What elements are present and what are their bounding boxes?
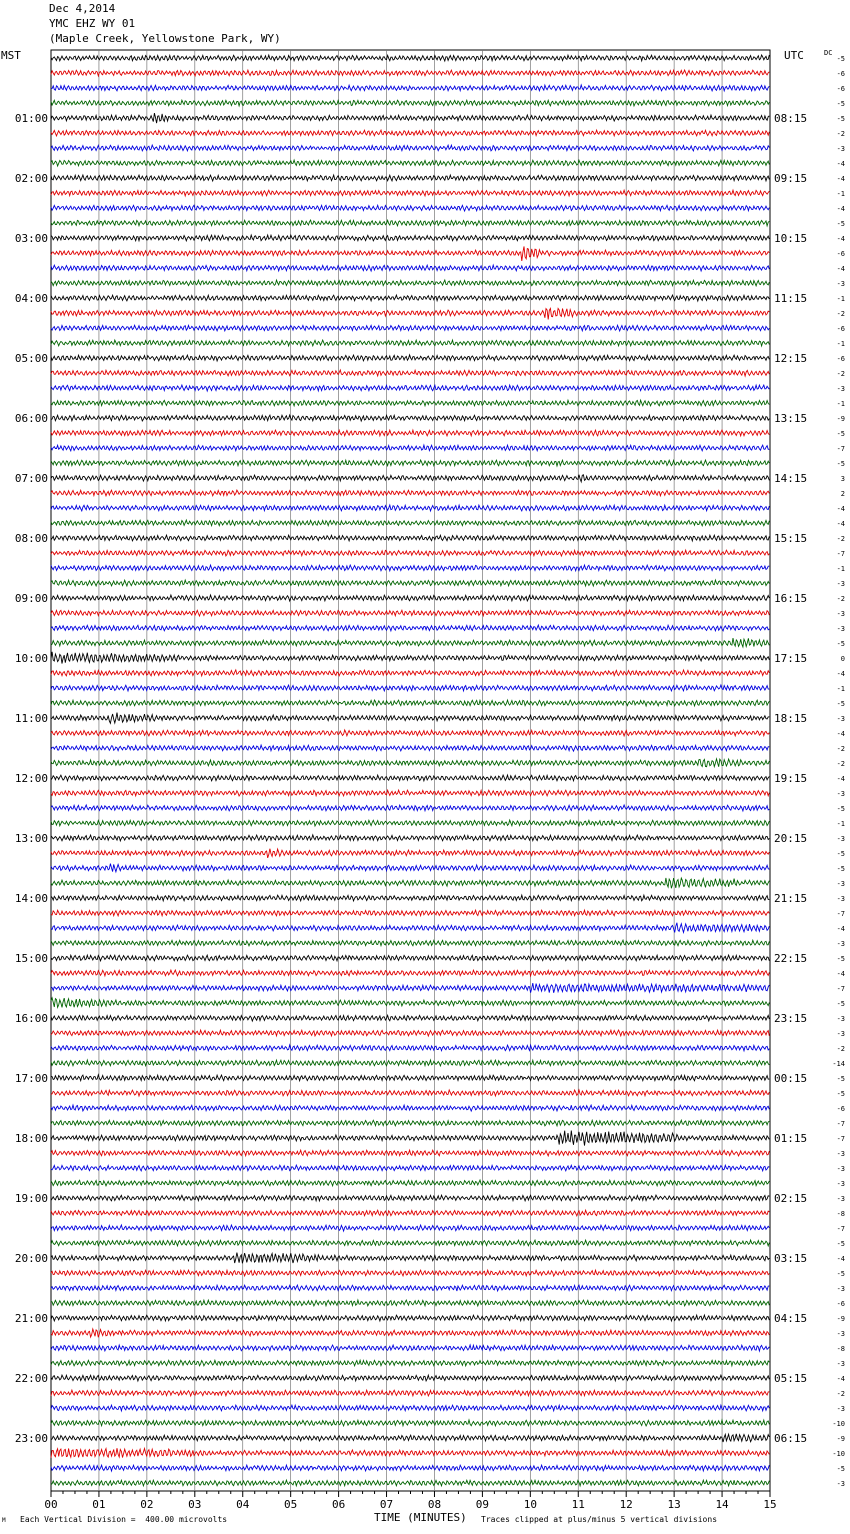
dc-offset-label: -4 [836,175,845,183]
right-hour-label: 11:15 [774,292,808,305]
dc-offset-label: -5 [836,850,845,858]
trace-row [51,246,769,261]
dc-offset-label: -4 [836,730,845,738]
trace-row [51,745,769,751]
trace-row [51,1075,769,1081]
dc-offset-label: -2 [836,745,845,753]
dc-offset-label: -4 [836,970,845,978]
dc-offset-label: -6 [836,250,845,258]
left-hour-label: 01:00 [14,112,48,125]
trace-row [51,1448,769,1458]
trace-row [51,580,769,586]
x-tick-label: 05 [284,1498,298,1511]
trace-row [51,55,769,61]
trace-row [51,430,769,436]
dc-offset-label: -5 [836,460,845,468]
trace-row [51,175,769,181]
trace-row [51,638,769,647]
dc-offset-label: -7 [836,1120,845,1128]
x-tick-label: 07 [379,1498,394,1511]
trace-row [51,1195,769,1201]
dc-offset-label: -5 [836,805,845,813]
x-tick-label: 14 [715,1498,729,1511]
dc-offset-label: -9 [836,1435,845,1443]
x-tick-label: 03 [188,1498,202,1511]
left-hour-label: 23:00 [14,1432,48,1445]
trace-row [51,1329,769,1337]
right-hour-label: 22:15 [774,952,808,965]
scale-note: Each Vertical Division = 400.00 microvolts [20,1515,228,1524]
right-hour-label: 04:15 [774,1312,808,1325]
trace-row [51,652,769,664]
trace-row [51,713,769,724]
trace-row [51,923,769,933]
dc-offset-label: -3 [836,1330,845,1338]
x-tick-label: 09 [475,1498,490,1511]
dc-offset-label: -2 [836,595,845,603]
trace-row [51,790,769,796]
dc-offset-label: -2 [836,1045,845,1053]
dc-offset-label: -3 [836,1180,845,1188]
corner-mark: M [2,1517,6,1524]
trace-row [51,955,769,961]
trace-row [51,1480,769,1486]
dc-offset-label: -7 [836,1135,845,1143]
trace-row [51,445,769,451]
dc-offset-label: -3 [836,1405,845,1413]
dc-offset-label: -2 [836,760,845,768]
dc-offset-label: -4 [836,925,845,933]
dc-offset-label: -7 [836,910,845,918]
trace-row [51,1434,769,1442]
dc-offset-label: -6 [836,1105,845,1113]
clip-note: Traces clipped at plus/minus 5 vertical divisions [481,1515,718,1524]
left-hour-label: 13:00 [14,832,48,845]
dc-offset-header: DC [824,49,833,57]
trace-row [51,505,769,511]
dc-offset-label: -14 [832,1060,845,1068]
right-hour-label: 14:15 [774,472,808,485]
right-hour-label: 05:15 [774,1372,808,1385]
dc-offset-label: -4 [836,505,845,513]
dc-offset-label: -4 [836,520,845,528]
trace-row [51,550,769,556]
trace-row [51,460,769,466]
trace-row [51,730,769,736]
trace-row [51,145,769,151]
trace-row [51,1345,769,1351]
trace-row [51,1045,769,1051]
right-hour-label: 13:15 [774,412,808,425]
dc-offset-label: -3 [836,280,845,288]
dc-offset-label: -5 [836,115,845,123]
dc-offset-label: -2 [836,535,845,543]
header-date: Dec 4,2014 [49,2,116,15]
dc-offset-label: -3 [836,1480,845,1488]
trace-row [51,325,769,331]
left-hour-label: 06:00 [14,412,48,425]
trace-row [51,1285,769,1291]
trace-row [51,1131,769,1146]
dc-offset-label: -4 [836,235,845,243]
trace-row [51,685,769,691]
trace-row [51,1210,769,1216]
trace-row [51,878,769,888]
left-hour-label: 18:00 [14,1132,48,1145]
dc-offset-label: -4 [836,265,845,273]
dc-offset-label: -3 [836,385,845,393]
dc-offset-label: -3 [836,1165,845,1173]
trace-row [51,295,769,301]
dc-offset-label: -9 [836,1315,845,1323]
trace-row [51,1465,769,1471]
left-hour-label: 15:00 [14,952,48,965]
trace-row [51,1030,769,1036]
trace-row [51,220,769,226]
x-tick-label: 01 [92,1498,106,1511]
x-tick-label: 15 [763,1498,777,1511]
dc-offset-label: -5 [836,1075,845,1083]
dc-offset-label: -3 [836,835,845,843]
trace-row [51,190,769,196]
dc-offset-label: -7 [836,550,845,558]
x-tick-label: 06 [331,1498,346,1511]
dc-offset-label: -3 [836,790,845,798]
trace-row [51,1105,769,1111]
x-axis-title: TIME (MINUTES) [374,1511,467,1524]
right-hour-label: 21:15 [774,892,808,905]
dc-offset-label: -3 [836,1195,845,1203]
left-hour-label: 17:00 [14,1072,48,1085]
trace-row [51,130,769,136]
x-tick-label: 04 [236,1498,250,1511]
trace-row [51,1270,769,1276]
trace-row [51,370,769,376]
trace-row [51,940,769,946]
x-tick-label: 02 [140,1498,154,1511]
left-hour-label: 02:00 [14,172,48,185]
dc-offset-label: 0 [840,655,845,663]
trace-row [51,670,769,676]
dc-offset-label: -4 [836,1375,845,1383]
x-tick-label: 12 [619,1498,633,1511]
dc-offset-label: -1 [836,400,845,408]
trace-row [51,160,769,166]
dc-offset-label: -4 [836,670,845,678]
dc-offset-label: -10 [832,1450,845,1458]
dc-offset-label: -5 [836,1000,845,1008]
dc-offset-label: -7 [836,445,845,453]
trace-row [51,775,769,781]
trace-row [51,1165,769,1171]
x-tick-label: 13 [667,1498,681,1511]
trace-row [51,1150,769,1156]
trace-row [51,1405,769,1411]
trace-row [51,610,769,616]
dc-offset-label: -2 [836,130,845,138]
dc-offset-label: -3 [836,625,845,633]
dc-offset-label: -2 [836,310,845,318]
dc-offset-label: -5 [836,1465,845,1473]
left-hour-label: 11:00 [14,712,48,725]
dc-offset-label: -3 [836,895,845,903]
header-station: YMC EHZ WY 01 [49,17,136,30]
dc-offset-label: -6 [836,355,845,363]
trace-row [51,849,769,858]
dc-offset-label: -5 [836,430,845,438]
left-hour-label: 12:00 [14,772,48,785]
trace-row [51,1090,769,1096]
dc-offset-label: 3 [840,475,845,483]
dc-offset-label: -6 [836,325,845,333]
trace-row [51,700,769,706]
dc-offset-label: -5 [836,220,845,228]
left-hour-label: 05:00 [14,352,48,365]
dc-offset-label: -1 [836,565,845,573]
trace-row [51,1225,769,1231]
dc-offset-label: -8 [836,1345,845,1353]
trace-row [51,835,769,841]
trace-row [51,1120,769,1126]
dc-offset-label: -1 [836,340,845,348]
x-tick-label: 11 [571,1498,585,1511]
trace-row [51,308,769,319]
trace-row [51,1240,769,1246]
trace-row [51,235,769,241]
dc-offset-label: -6 [836,1300,845,1308]
left-hour-label: 07:00 [14,472,48,485]
dc-offset-label: -3 [836,1150,845,1158]
dc-offset-label: -7 [836,985,845,993]
dc-offset-label: -5 [836,1270,845,1278]
dc-offset-label: -5 [836,1090,845,1098]
left-hour-label: 22:00 [14,1372,48,1385]
trace-row [51,820,769,826]
trace-row [51,1360,769,1366]
trace-row [51,759,769,767]
dc-offset-label: -9 [836,415,845,423]
right-hour-label: 23:15 [774,1012,808,1025]
left-hour-label: 16:00 [14,1012,48,1025]
right-hour-label: 01:15 [774,1132,808,1145]
right-hour-label: 03:15 [774,1252,808,1265]
trace-row [51,910,769,916]
trace-row [51,970,769,976]
trace-row [51,1300,769,1306]
dc-offset-label: -3 [836,145,845,153]
dc-offset-label: -1 [836,295,845,303]
dc-offset-label: -5 [836,640,845,648]
dc-offset-label: -10 [832,1420,845,1428]
trace-row [51,625,769,631]
trace-row [51,85,769,91]
trace-row [51,1315,769,1321]
trace-row [51,490,769,496]
trace-row [51,265,769,271]
trace-row [51,280,769,286]
right-hour-label: 09:15 [774,172,808,185]
dc-offset-label: -2 [836,1390,845,1398]
trace-row [51,385,769,391]
trace-row [51,1253,769,1264]
dc-offset-label: -1 [836,190,845,198]
right-hour-label: 12:15 [774,352,808,365]
right-hour-label: 18:15 [774,712,808,725]
dc-offset-label: -3 [836,1285,845,1293]
right-hour-label: 02:15 [774,1192,808,1205]
dc-offset-label: -3 [836,1360,845,1368]
dc-offset-label: -3 [836,940,845,948]
x-tick-label: 10 [523,1498,537,1511]
dc-offset-label: -5 [836,700,845,708]
left-hour-label: 08:00 [14,532,48,545]
trace-row [51,415,769,421]
trace-row [51,70,769,76]
trace-row [51,355,769,361]
trace-row [51,565,769,571]
trace-row [51,595,769,601]
right-hour-label: 17:15 [774,652,808,665]
right-hour-label: 19:15 [774,772,808,785]
dc-offset-label: -3 [836,1030,845,1038]
trace-row [51,1420,769,1426]
left-timezone-label: MST [1,49,21,62]
dc-offset-label: -5 [836,100,845,108]
dc-offset-label: -6 [836,85,845,93]
left-hour-label: 09:00 [14,592,48,605]
left-hour-label: 19:00 [14,1192,48,1205]
right-timezone-label: UTC [784,49,804,62]
dc-offset-label: -5 [836,865,845,873]
trace-row [51,100,769,106]
left-hour-label: 20:00 [14,1252,48,1265]
trace-row [51,535,769,541]
dc-offset-label: -3 [836,610,845,618]
trace-row [51,895,769,901]
right-hour-label: 20:15 [774,832,808,845]
dc-offset-label: -3 [836,715,845,723]
trace-row [51,113,769,123]
dc-offset-label: 2 [840,490,845,498]
dc-offset-label: -4 [836,160,845,168]
trace-row [51,1060,769,1066]
trace-row [51,805,769,811]
dc-offset-label: -3 [836,1015,845,1023]
header-location: (Maple Creek, Yellowstone Park, WY) [49,32,281,45]
dc-offset-label: -5 [836,55,845,63]
dc-offset-label: -4 [836,1255,845,1263]
trace-row [51,205,769,211]
dc-offset-label: -4 [836,205,845,213]
dc-offset-label: -3 [836,580,845,588]
left-hour-label: 10:00 [14,652,48,665]
trace-row [51,864,769,872]
left-hour-label: 21:00 [14,1312,48,1325]
trace-row [51,1390,769,1396]
right-hour-label: 16:15 [774,592,808,605]
trace-row [51,983,769,993]
dc-offset-label: -5 [836,1240,845,1248]
right-hour-label: 00:15 [774,1072,808,1085]
right-hour-label: 08:15 [774,112,808,125]
trace-row [51,1015,769,1021]
dc-offset-label: -6 [836,70,845,78]
dc-offset-label: -8 [836,1210,845,1218]
dc-offset-label: -4 [836,775,845,783]
trace-row [51,400,769,406]
trace-row [51,998,769,1008]
dc-offset-label: -2 [836,370,845,378]
dc-offset-label: -1 [836,820,845,828]
right-hour-label: 10:15 [774,232,808,245]
trace-row [51,1375,769,1381]
dc-offset-label: -5 [836,955,845,963]
dc-offset-label: -1 [836,685,845,693]
right-hour-label: 06:15 [774,1432,808,1445]
trace-row [51,1180,769,1186]
trace-row [51,520,769,526]
left-hour-label: 03:00 [14,232,48,245]
dc-offset-label: -3 [836,880,845,888]
dc-offset-label: -7 [836,1225,845,1233]
x-tick-label: 00 [44,1498,58,1511]
trace-row [51,475,769,482]
trace-row [51,340,769,346]
left-hour-label: 04:00 [14,292,48,305]
left-hour-label: 14:00 [14,892,48,905]
x-tick-label: 08 [427,1498,442,1511]
right-hour-label: 15:15 [774,532,808,545]
